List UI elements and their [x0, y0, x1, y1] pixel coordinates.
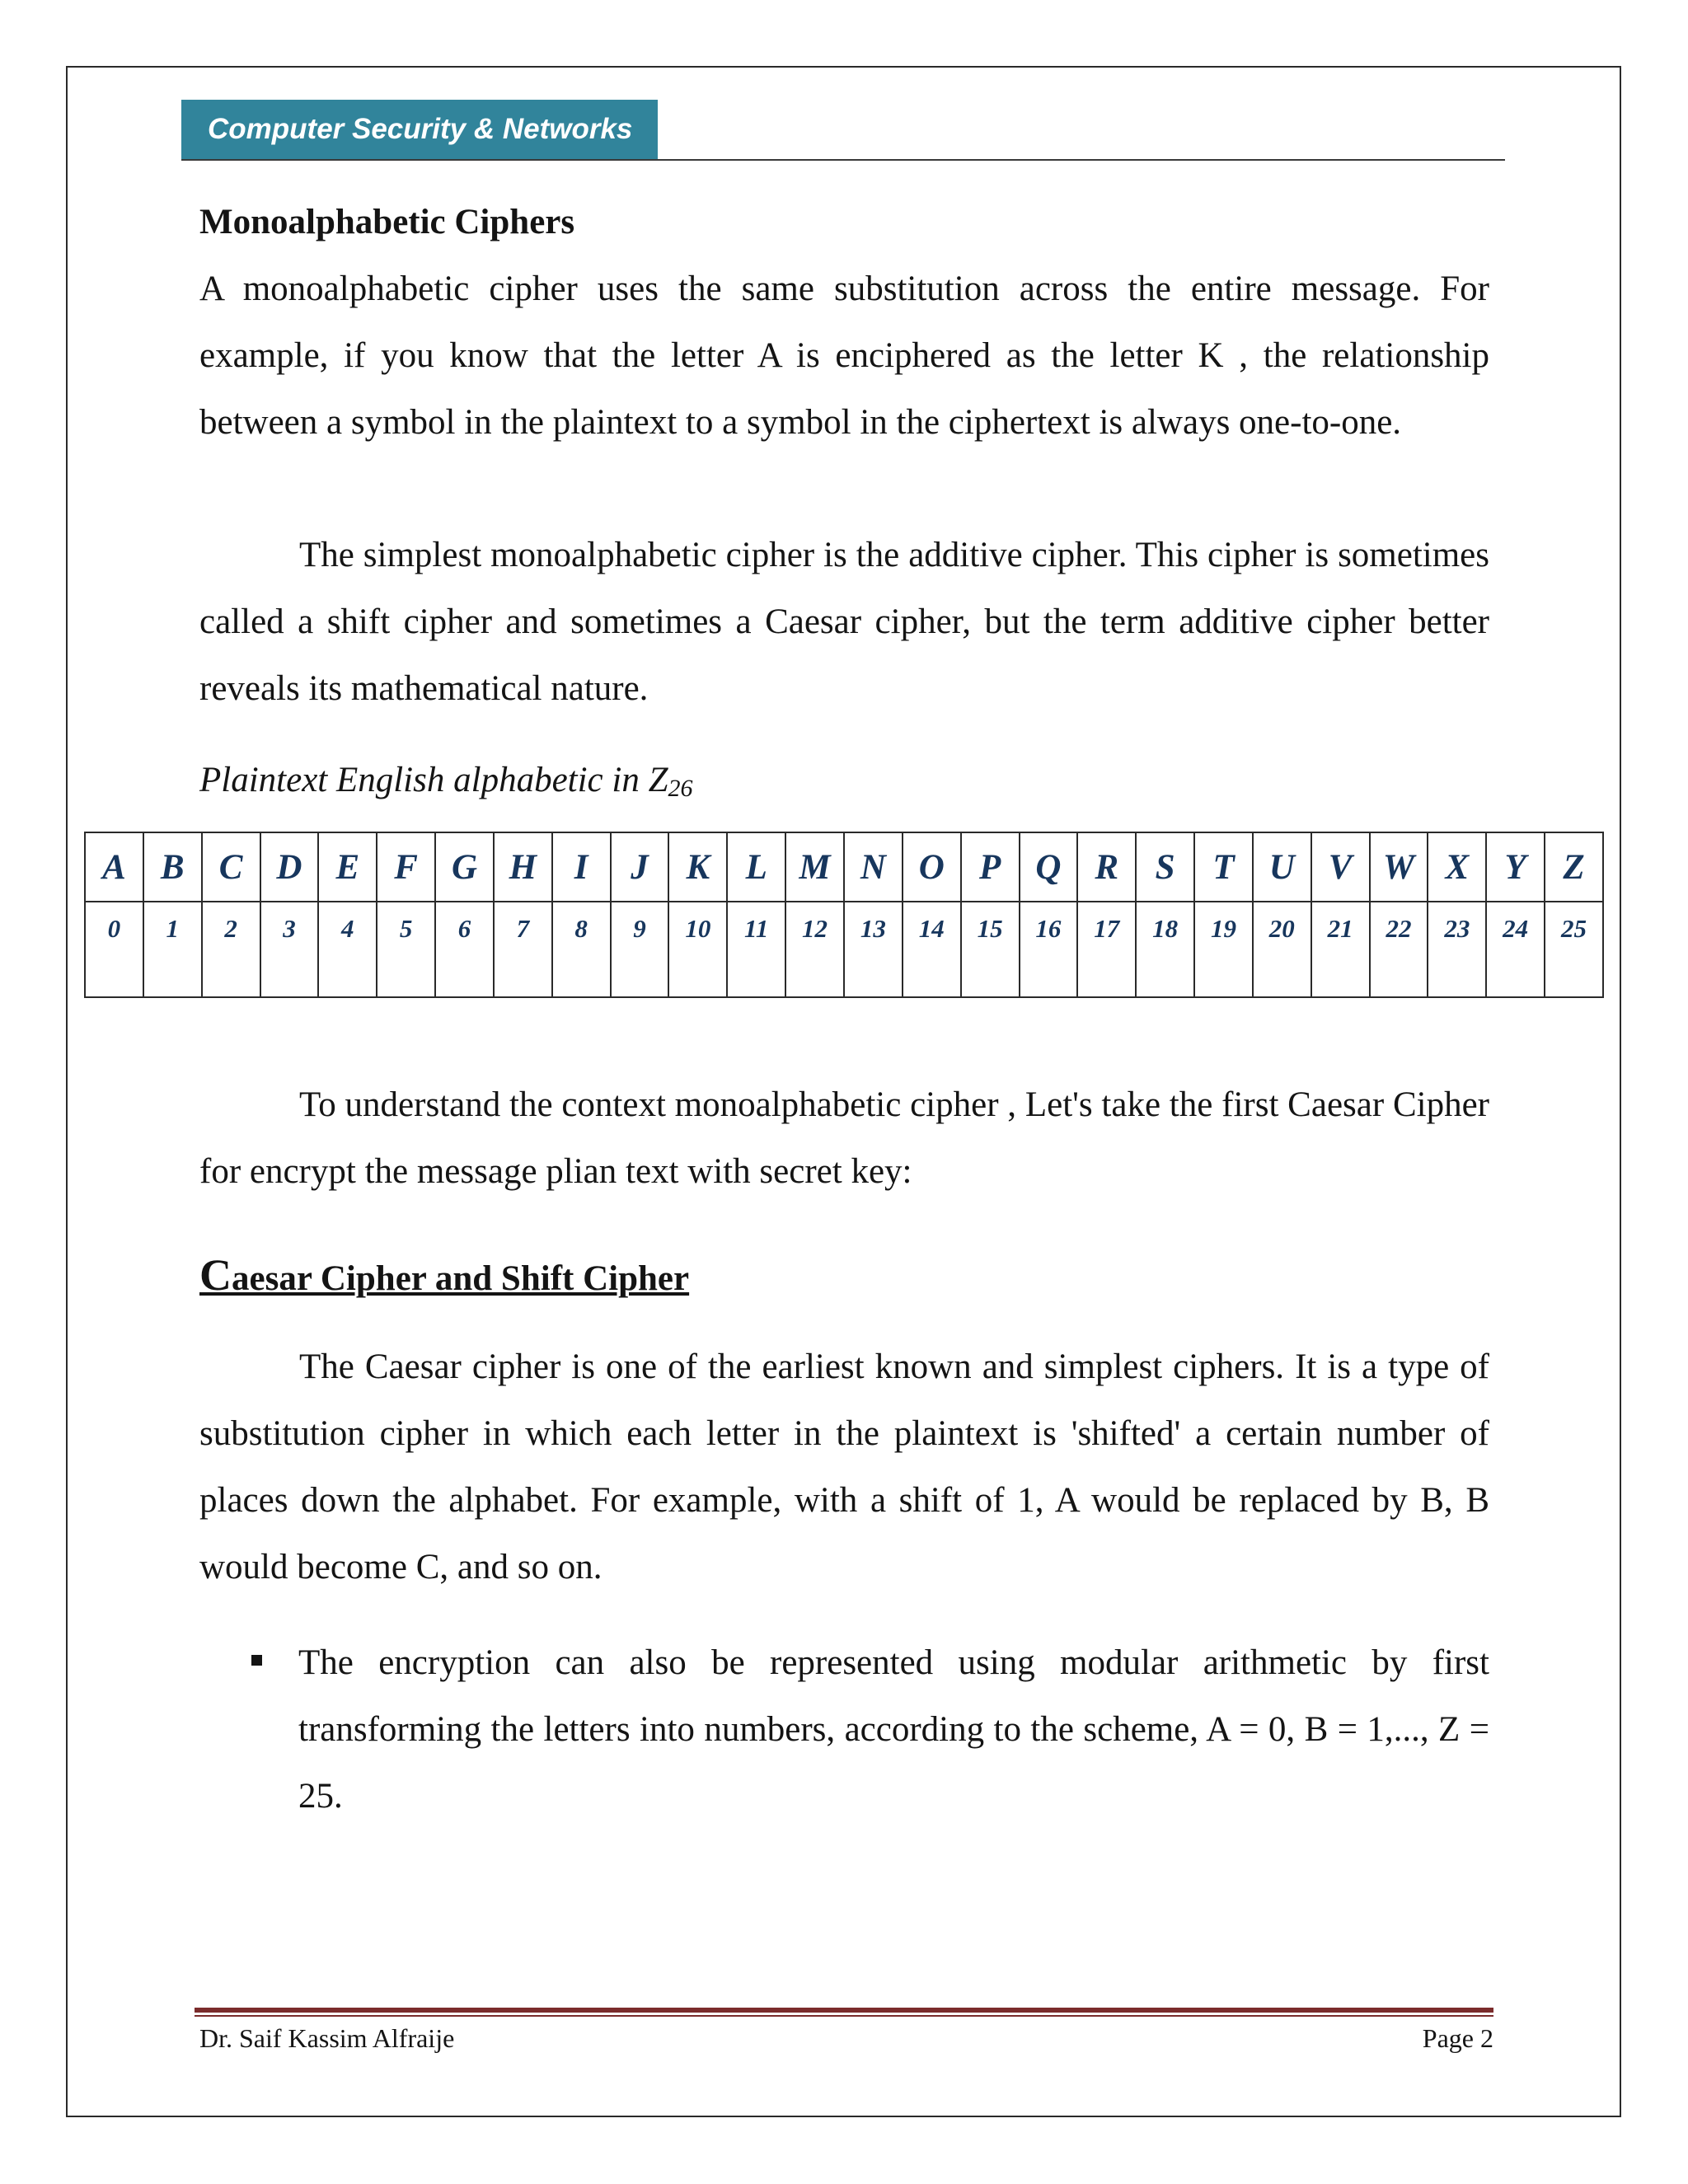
course-title-banner: Computer Security & Networks — [181, 100, 658, 159]
caption-text: Plaintext English alphabetic in Z — [199, 761, 668, 799]
number-cell: 22 — [1370, 902, 1428, 997]
letter-cell: P — [961, 832, 1020, 902]
number-cell: 20 — [1253, 902, 1311, 997]
letter-cell: N — [844, 832, 903, 902]
letter-cell: W — [1370, 832, 1428, 902]
number-cell: 10 — [668, 902, 727, 997]
paragraph-monoalphabetic-definition: A monoalphabetic cipher uses the same substitution across the entire message. For example, if you know that the letter A is enciphered as the letter K , the relationship between a symbol in the plaintext to a symbol in the ciphertext is always one-to-one. — [199, 269, 1489, 442]
number-cell: 5 — [377, 902, 435, 997]
number-cell: 25 — [1545, 902, 1603, 997]
number-cell: 18 — [1136, 902, 1194, 997]
letter-cell: K — [668, 832, 727, 902]
number-cell: 8 — [552, 902, 611, 997]
footer-rule-thin — [195, 2015, 1493, 2017]
alphabet-table-caption — [199, 756, 1489, 813]
heading-rest: aesar Cipher and Shift Cipher — [232, 1259, 690, 1298]
letter-cell: O — [903, 832, 961, 902]
letter-cell: R — [1077, 832, 1136, 902]
letter-cell: A — [85, 832, 143, 902]
section-heading-caesar — [199, 1246, 1489, 1308]
letter-cell: H — [494, 832, 552, 902]
footer-rule-thick — [195, 2008, 1493, 2013]
letter-cell: L — [727, 832, 785, 902]
number-cell: 21 — [1311, 902, 1370, 997]
number-cell: 2 — [202, 902, 260, 997]
letter-cell: B — [143, 832, 202, 902]
number-cell: 24 — [1486, 902, 1545, 997]
number-cell: 6 — [435, 902, 494, 997]
caption-subscript: 26 — [668, 775, 693, 802]
letter-cell: M — [785, 832, 844, 902]
letter-cell: D — [260, 832, 319, 902]
bullet-text: The encryption can also be represented using modular arithmetic by first transforming the letters into numbers, according to the scheme, A = 0, B = 1,..., Z = 25. — [298, 1643, 1489, 1816]
number-cell: 1 — [143, 902, 202, 997]
letter-cell: U — [1253, 832, 1311, 902]
paragraph-caesar-description: The Caesar cipher is one of the earliest known and simplest ciphers. It is a type of substitution cipher in which each letter in the plaintext is 'shifted' a certain number of places down the alphabet. For example, with a shift of 1, A would be replaced by B, B would become C, and so on. — [199, 1347, 1489, 1586]
letter-cell: S — [1136, 832, 1194, 902]
letter-cell: X — [1428, 832, 1486, 902]
numbers-row — [85, 902, 1603, 997]
square-bullet-icon — [251, 1655, 262, 1666]
heading-initial: C — [199, 1250, 232, 1300]
number-cell: 9 — [611, 902, 669, 997]
letter-cell: Y — [1486, 832, 1545, 902]
number-cell: 13 — [844, 902, 903, 997]
number-cell: 16 — [1020, 902, 1078, 997]
footer-author: Dr. Saif Kassim Alfraije — [199, 2023, 455, 2053]
letter-cell: C — [202, 832, 260, 902]
header-rule — [181, 159, 1505, 161]
letter-cell: Q — [1020, 832, 1078, 902]
alphabet-number-table — [84, 832, 1604, 998]
number-cell: 3 — [260, 902, 319, 997]
letter-cell: V — [1311, 832, 1370, 902]
letter-cell: J — [611, 832, 669, 902]
letter-cell: T — [1194, 832, 1253, 902]
number-cell: 7 — [494, 902, 552, 997]
letter-cell: I — [552, 832, 611, 902]
number-cell: 11 — [727, 902, 785, 997]
section-heading-monoalphabetic: Monoalphabetic Ciphers — [199, 203, 575, 241]
number-cell: 4 — [318, 902, 377, 997]
letter-cell: E — [318, 832, 377, 902]
number-cell: 12 — [785, 902, 844, 997]
number-cell: 15 — [961, 902, 1020, 997]
number-cell: 14 — [903, 902, 961, 997]
letter-cell: F — [377, 832, 435, 902]
number-cell: 0 — [85, 902, 143, 997]
bullet-list-item — [199, 1629, 1489, 1830]
paragraph-additive-cipher: The simplest monoalphabetic cipher is the additive cipher. This cipher is sometimes called a shift cipher and sometimes a Caesar cipher, but the term additive cipher better reveals its mathematical nature. — [199, 536, 1489, 708]
paragraph-context: To understand the context monoalphabetic cipher , Let's take the first Caesar Cipher for encrypt the message plian text with secret key: — [199, 1085, 1489, 1191]
letter-cell: Z — [1545, 832, 1603, 902]
number-cell: 23 — [1428, 902, 1486, 997]
letter-cell: G — [435, 832, 494, 902]
letters-row — [85, 832, 1603, 902]
number-cell: 19 — [1194, 902, 1253, 997]
footer-page-number: Page 2 — [1422, 2023, 1493, 2053]
number-cell: 17 — [1077, 902, 1136, 997]
